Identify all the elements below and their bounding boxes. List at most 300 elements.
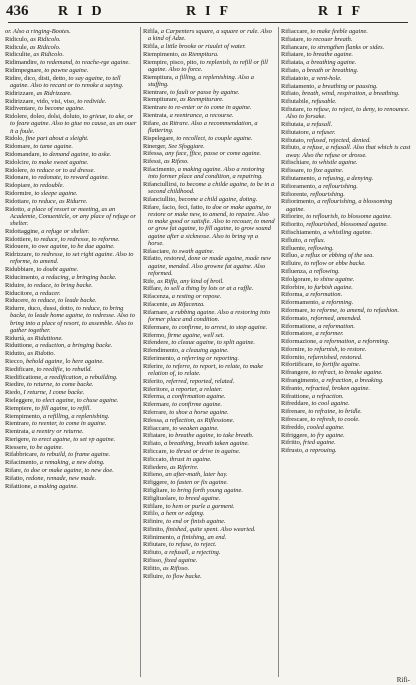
entry-definition: to make sweet againe. (31, 158, 89, 166)
entry-headword: Rifrattione, (281, 392, 312, 400)
dictionary-entry (143, 355, 275, 362)
dictionary-entry (281, 268, 411, 275)
entry-headword: Ridimandire, (5, 59, 41, 67)
dictionary-entry (5, 113, 137, 135)
entry-definition: a reduction, a bringing backe. (35, 342, 113, 350)
entry-headword: Riformato, (281, 314, 311, 322)
entry-definition: a filling, a replenishing. Also a stuffing. (148, 73, 254, 88)
dictionary-entry (281, 90, 411, 97)
dictionary-entry (143, 363, 275, 377)
entry-headword: Riffare, (143, 285, 165, 293)
entry-headword: Rifiuto, (143, 549, 165, 557)
dictionary-entry (281, 439, 411, 446)
entry-headword: Riedire, (5, 381, 28, 389)
entry-headword: Riempitura, (143, 73, 175, 81)
entry-definition: a reflowing. (309, 267, 340, 275)
entry-headword: Riduttione, (5, 342, 36, 350)
dictionary-entry (143, 518, 275, 525)
dictionary-entry (143, 285, 275, 292)
entry-headword: Riducimento, (5, 273, 42, 281)
entry-headword: Rifluenza, (281, 267, 310, 275)
dictionary-entry (281, 221, 411, 228)
entry-headword: Riedificare, (5, 365, 37, 373)
entry-definition: a cleauing againe. (181, 347, 229, 355)
entry-definition: to breed againe. (178, 494, 221, 502)
entry-definition: reflowing. (307, 244, 334, 252)
entry-headword: Ridurtà, (5, 334, 28, 342)
entry-headword: Rierigere, (5, 435, 32, 443)
entry-definition: to weaken againe. (172, 424, 219, 432)
entry-definition: as Riferire. (169, 463, 199, 471)
entry-definition: as Ridicolo. (29, 43, 61, 51)
entry-definition: as Riempitura. (181, 50, 219, 58)
entry-headword: Rifatto, (143, 255, 164, 263)
entry-definition: as Rifeso. (163, 158, 189, 166)
dictionary-entry (5, 143, 137, 150)
entry-headword: Rifiorente, (281, 190, 311, 198)
entry-definition: as Reempiturare. (179, 96, 224, 104)
entry-headword: Rifare, (143, 119, 163, 127)
dictionary-entry (143, 196, 275, 203)
dictionary-entry (143, 347, 275, 354)
dictionary-column-3 (281, 28, 411, 677)
entry-headword: Rifattione, (5, 482, 34, 490)
dictionary-entry (143, 471, 275, 478)
entry-definition: to be againe. (29, 443, 64, 451)
entry-definition: to reenter, to come in againe. (31, 420, 107, 428)
entry-definition: a refraction. (311, 392, 344, 400)
dictionary-entry (143, 549, 275, 556)
entry-headword: Riempimento, (143, 50, 181, 58)
entry-headword: Ridolcire, (5, 158, 32, 166)
entry-definition: fine part about a sleight. (25, 135, 89, 143)
entry-headword: Ridiculite, (5, 51, 34, 59)
entry-definition: to cool againe. (311, 400, 350, 408)
dictionary-entry (143, 43, 275, 50)
entry-definition: a refraction, a breaking. (321, 377, 384, 385)
entry-headword: Rifacenza, (143, 293, 172, 301)
dictionary-entry (5, 243, 137, 250)
dictionary-entry (143, 503, 275, 510)
entry-definition: as Riduttione. (27, 334, 63, 342)
entry-headword: Rifornire, (281, 345, 308, 353)
entry-definition: to say againe, to tell againe. Also to recant or to renoke a saying. (10, 74, 124, 89)
dictionary-entry (5, 475, 137, 482)
dictionary-entry (281, 291, 411, 298)
entry-headword: Rifornito, (281, 353, 308, 361)
entry-definition: to reedifie, to rebuild. (36, 365, 93, 373)
dictionary-entry (281, 330, 411, 337)
entry-definition: to refuse, to reject. (168, 541, 217, 549)
dictionary-entry (5, 236, 137, 243)
entry-definition: to recollect, to couple againe. (176, 134, 253, 142)
running-title-right: RIF (318, 4, 370, 19)
dictionary-entry (281, 51, 411, 58)
entry-definition: to demand againe, to aske. (42, 150, 112, 158)
entry-definition: to shoe a horse againe. (169, 408, 229, 416)
dictionary-entry (281, 385, 411, 392)
entry-headword: Rificcato, (143, 455, 170, 463)
entry-headword: Rifinire, (143, 518, 167, 526)
entry-definition: a reflourishing, a blossoming againe. (286, 198, 393, 213)
dictionary-entry (5, 358, 137, 365)
entry-headword: Rieleggere, (5, 396, 36, 404)
dictionary-entry (5, 135, 137, 142)
entry-definition: to refuse, to reject, to deny, to renounce. Also to forsake. (286, 105, 410, 121)
entry-headword: Rifila, (143, 43, 161, 50)
entry-headword: Riferire, (143, 362, 167, 370)
dictionary-entry (143, 393, 275, 400)
dictionary-entry (5, 44, 137, 51)
entry-headword: Riedificatione, (5, 373, 45, 381)
entry-definition: a reprouing. (305, 447, 337, 455)
dictionary-entry (281, 191, 411, 198)
entry-headword: Rifrangimento, (281, 377, 322, 385)
entry-headword: Rifluito, (281, 236, 305, 244)
dictionary-entry (281, 167, 411, 174)
entry-headword: Rifare, facio, feci, fatto, (143, 203, 206, 211)
dictionary-entry (5, 467, 137, 474)
dictionary-entry (281, 229, 411, 236)
entry-headword: Rifluo, (281, 252, 301, 260)
dictionary-entry (281, 237, 411, 244)
entry-headword: Rifinimento, (143, 533, 178, 541)
entry-headword: Riformazione, (281, 338, 320, 346)
entry-headword: Rifiutatore, (281, 128, 312, 136)
entry-definition: any face, ffice, passe or come againe. (165, 150, 262, 158)
entry-definition: to reforme, to amend, to refashion. (310, 306, 400, 314)
entry-headword: Riempiturare, (143, 96, 180, 104)
entry-definition: to shine againe. (313, 275, 355, 283)
entry-headword: Rifilare, (143, 502, 166, 510)
entry-definition: a reflection, as Riflessione. (165, 416, 235, 424)
running-title-left: RID (58, 4, 111, 19)
dictionary-entry (5, 459, 137, 466)
entry-headword: Riformamento, (281, 299, 322, 307)
entry-definition: restored, done or made againe, made new againe, mended. Also growne fat againe. Also reformed. (148, 255, 272, 277)
entry-headword: Rifrusto, (281, 447, 306, 455)
entry-definition: a reflux. (304, 236, 326, 244)
entry-headword: Rifiorire, (281, 213, 307, 221)
entry-definition: to replenish, to refill or fill againe. Also to force. (148, 58, 268, 73)
entry-headword: Rifila, (143, 28, 161, 35)
entry-headword: Ridomandare, (5, 150, 43, 158)
entry-headword: Ridiculo, (5, 35, 31, 43)
entry-headword: Rifiorimento, (281, 198, 318, 206)
dictionary-entry (281, 323, 411, 330)
dictionary-entry (5, 366, 137, 373)
entry-headword: Ridottiere, (5, 235, 34, 243)
entry-headword: Riforma, (281, 291, 306, 299)
entry-headword: Riempire, pisco, pito, (143, 58, 200, 66)
entry-headword: Rifluente, (281, 244, 308, 252)
entry-definition: a reformer. (315, 330, 344, 338)
entry-headword: Rifioramento, (281, 182, 319, 190)
entry-definition: to doubt againe. (36, 266, 79, 274)
entry-definition: a finishing, an end. (177, 533, 227, 541)
entry-definition: to end or finish againe. (166, 518, 226, 526)
entry-definition: fixed againe. (164, 557, 198, 565)
dictionary-entry (143, 510, 275, 517)
entry-headword: Rifiggere, (143, 479, 171, 487)
dictionary-entry (281, 67, 411, 74)
dictionary-entry (281, 338, 411, 345)
entry-definition: to rebuild, to frame againe. (40, 451, 111, 459)
entry-definition: to pawne againe. (44, 66, 89, 74)
entry-definition: a little brooke or riuulet of water. (160, 43, 246, 50)
entry-headword: Rifranto, (281, 384, 306, 392)
dictionary-entry (5, 28, 137, 35)
entry-headword: Rifissare, (281, 167, 307, 175)
dictionary-entry (281, 424, 411, 431)
entry-definition: a rubbing againe. Also a restoring into former place and condition. (148, 308, 270, 323)
entry-definition: a refusall. (306, 120, 333, 128)
entry-headword: Rifiatatoio, (281, 74, 312, 82)
dictionary-entry (143, 479, 275, 486)
entry-headword: Rifanciullirsi, (143, 180, 180, 188)
dictionary-entry (143, 135, 275, 142)
dictionary-entry (281, 369, 411, 376)
dictionary-entry (143, 378, 275, 385)
entry-headword: Rifanciullito, (143, 195, 179, 203)
entry-headword: Rifolgorare, (281, 275, 314, 283)
dictionary-entry (281, 393, 411, 400)
entry-definition: fried againe. (303, 439, 336, 447)
entry-headword: Ridomare, (5, 143, 34, 151)
column-divider (278, 27, 279, 677)
dictionary-entry (5, 483, 137, 490)
dictionary-entry (143, 448, 275, 455)
dictionary-entry (5, 251, 137, 265)
dictionary-entry (5, 405, 137, 412)
entry-definition: a reporter, a relater. (171, 385, 223, 393)
entry-definition: to confirme, to arrest, to stop againe. (172, 323, 268, 331)
dictionary-entry (5, 36, 137, 43)
entry-definition: to whistle againe. (312, 159, 358, 167)
entry-definition: to returne, to come backe. (27, 381, 94, 389)
entry-definition: to grieue, to ake, or to feare againe. Also to giue no cause, as an ouer it a foule. (10, 113, 137, 135)
dictionary-entry (5, 98, 137, 105)
entry-definition: to reduce, to bring backe, to leade home againe, to redresse. Also to bring into a place of resort, to assemble. Also to gather together. (10, 305, 135, 334)
entry-definition: to owe againe, to be due againe. (31, 243, 115, 251)
dictionary-entry (143, 59, 275, 73)
entry-headword: Rifreddare, (281, 400, 312, 408)
entry-headword: Ridirizzare, vido, visi, viso, (5, 97, 78, 105)
dictionary-entry (143, 456, 275, 463)
entry-definition: to reflourish, to blossome againe. (306, 213, 392, 221)
entry-definition: to redonate, to reward againe. (31, 174, 110, 182)
entry-definition: a reentry or returne. (31, 428, 84, 436)
entry-headword: Rientrata, (5, 428, 32, 436)
entry-headword: Ridolo, (5, 135, 26, 143)
entry-headword: Ridouere, (5, 243, 32, 251)
entry-definition: to breathe againe. (306, 51, 354, 59)
entry-definition: breath, wind, respiration, a breathing. (301, 90, 400, 98)
entry-headword: Ridutto, (5, 350, 28, 358)
dictionary-entry (5, 335, 137, 342)
dictionary-entry (5, 190, 137, 197)
dictionary-entry (5, 444, 137, 451)
entry-definition: to strengthen flanks or sides. (310, 43, 385, 51)
dictionary-entry (281, 144, 411, 158)
entry-headword: Riferimento, (143, 354, 178, 362)
entry-headword: Rifreddo, (281, 423, 307, 431)
entry-definition: as Rifacenza. (170, 300, 205, 308)
dictionary-entry (143, 89, 275, 96)
entry-headword: Rifrescare, (281, 416, 311, 424)
entry-definition: to cleaue againe, to split againe. (171, 339, 255, 347)
dictionary-entry (143, 534, 275, 541)
dictionary-entry (5, 428, 137, 435)
entry-definition: to flow backe. (166, 572, 202, 580)
entry-headword: Rifabbricare, (5, 451, 41, 459)
entry-headword: Rifermo, (143, 331, 168, 339)
dictionary-entry (281, 252, 411, 259)
entry-headword: Rifisso, (143, 557, 165, 565)
entry-definition: a refusing, a denying. (317, 174, 374, 182)
entry-definition: to become againe. (38, 105, 85, 113)
entry-headword: Riferitore, (143, 385, 172, 393)
dictionary-entry (281, 44, 411, 51)
dictionary-entry (143, 104, 275, 111)
entry-headword: Rientrare, (143, 88, 170, 96)
dictionary-entry (281, 28, 411, 35)
entry-definition: to become a childe againe, to be in a second childhood. (148, 180, 275, 196)
entry-headword: Rifendimento, (143, 347, 182, 355)
dictionary-entry (281, 447, 411, 454)
entry-headword: Rifriggere, (281, 431, 311, 439)
entry-definition: to doe or make againe, to new doe. (24, 467, 114, 475)
entry-headword: Rifiutamento, (281, 174, 318, 182)
dictionary-entry (281, 75, 411, 82)
dictionary-entry (143, 401, 275, 408)
dictionary-entry (5, 451, 137, 458)
entry-headword: Rifiatare, (281, 35, 307, 43)
entry-definition: or. Also a ringing-Bootes. (5, 28, 71, 35)
dictionary-entry (143, 293, 275, 300)
dictionary-entry (143, 495, 275, 502)
entry-definition: to thrust or drive in againe. (169, 447, 241, 455)
entry-definition: a reflourishing. (318, 182, 358, 190)
dictionary-entry (5, 51, 137, 58)
entry-headword: Rifiatata, (281, 59, 307, 67)
entry-definition: to fill againe, to refill. (34, 404, 92, 412)
entry-headword: Rifessa, (143, 416, 166, 424)
entry-definition: a resting or repose. (171, 293, 222, 301)
dictionary-entry (143, 432, 275, 439)
entry-headword: Rifluire, (281, 260, 305, 268)
dictionary-entry (281, 346, 411, 353)
entry-definition: a refusall, a rejecting. (164, 549, 221, 557)
dictionary-entry (143, 150, 275, 157)
entry-definition: thrust in againe. (169, 455, 212, 463)
entry-definition: to re-enter or to come in againe. (168, 104, 252, 112)
entry-headword: Rinerger, (143, 142, 169, 150)
entry-definition: to redivide. (77, 97, 107, 105)
entry-headword: Rifritto, (281, 439, 304, 447)
dictionary-entry (5, 206, 137, 228)
entry-headword: Rientrare (143, 104, 169, 112)
entry-definition: See Sfoggiare. (168, 142, 205, 150)
entry-headword: Rifare, (5, 467, 25, 475)
entry-headword: Riformatore, (281, 330, 316, 338)
entry-definition: a breathing againe. (306, 59, 357, 67)
entry-headword: Rifiato, (143, 440, 164, 448)
entry-headword: Riferito, (143, 377, 167, 385)
entry-headword: Rifarnare, (143, 308, 171, 316)
entry-headword: Rifiutata, (281, 120, 307, 128)
dictionary-column-2 (143, 28, 275, 677)
entry-headword: Riducitore, (5, 289, 36, 297)
entry-headword: Rifrenare, (281, 408, 309, 416)
dictionary-entry (143, 28, 275, 42)
entry-definition: as Ritrare. Also a recommendation, a flattering. (148, 119, 258, 134)
entry-headword: Rifessi, (143, 158, 164, 166)
entry-headword: Rifigliuolare, (143, 494, 179, 502)
entry-definition: cooled againe. (306, 423, 345, 431)
entry-headword: Rifiutabile, (281, 98, 312, 106)
entry-headword: Rifatto, (5, 474, 26, 482)
entry-definition: refusable. (311, 98, 337, 106)
dictionary-entry (281, 400, 411, 407)
dictionary-entry (143, 96, 275, 103)
entry-definition: to refraine, to bridle. (308, 408, 362, 416)
dictionary-entry (143, 425, 275, 432)
dictionary-entry (281, 59, 411, 66)
entry-headword: Rifinito, (143, 525, 167, 533)
entry-definition: a hem or edging. (161, 510, 205, 518)
entry-definition: to refurnish, to restore. (307, 345, 367, 353)
dictionary-entry (143, 204, 275, 247)
dictionary-entry (143, 158, 275, 165)
entry-definition: to recouer breath. (306, 35, 353, 43)
entry-definition: firme againe, well set. (167, 331, 225, 339)
entry-definition: a reducing, a bringing backe. (41, 273, 117, 281)
entry-headword: Ridormire, (5, 189, 35, 197)
entry-definition: a breathing or pausing. (317, 82, 378, 90)
entry-definition: to confirme againe. (172, 401, 222, 409)
dictionary-entry (281, 315, 411, 322)
entry-definition: behold againe, lo here againe. (25, 357, 104, 365)
entry-definition: redone, remade, new made. (25, 474, 97, 482)
dictionary-entry (5, 397, 137, 404)
dictionary-entry (143, 181, 275, 195)
entry-definition: to refresh, to coole. (310, 416, 360, 424)
entry-headword: Rifiancare, (281, 43, 311, 51)
dictionary-entry (5, 350, 137, 357)
entry-headword: Riforbire, (281, 283, 308, 291)
entry-definition: to fixe againe. (306, 167, 344, 175)
dictionary-entry (143, 339, 275, 346)
entry-definition: a Carpenters square, a square or rule. Also a kind of Adze. (148, 28, 272, 43)
entry-definition: a reformation, a reforming. (319, 338, 390, 346)
dictionary-entry (281, 307, 411, 314)
entry-headword: Ridire, dico, disti, detto, (5, 74, 69, 82)
entry-definition: become a child againe, doting. (178, 195, 258, 203)
entry-headword: Rifacimento, (5, 459, 40, 467)
entry-definition: a breath or breathing. (301, 66, 359, 74)
dictionary-entry (281, 213, 411, 220)
dictionary-entry (143, 573, 275, 580)
entry-definition: a reflux or ebbing of the sea. (300, 252, 374, 260)
header-rule (8, 22, 408, 23)
entry-headword: Rifitto, (143, 564, 163, 572)
dictionary-entry (281, 276, 411, 283)
entry-definition: to reflow or ebbe backe. (304, 260, 366, 268)
entry-definition: a confirmation againe. (167, 393, 226, 401)
dictionary-entry (5, 59, 137, 66)
entry-definition: to bring forth young againe. (170, 486, 243, 494)
